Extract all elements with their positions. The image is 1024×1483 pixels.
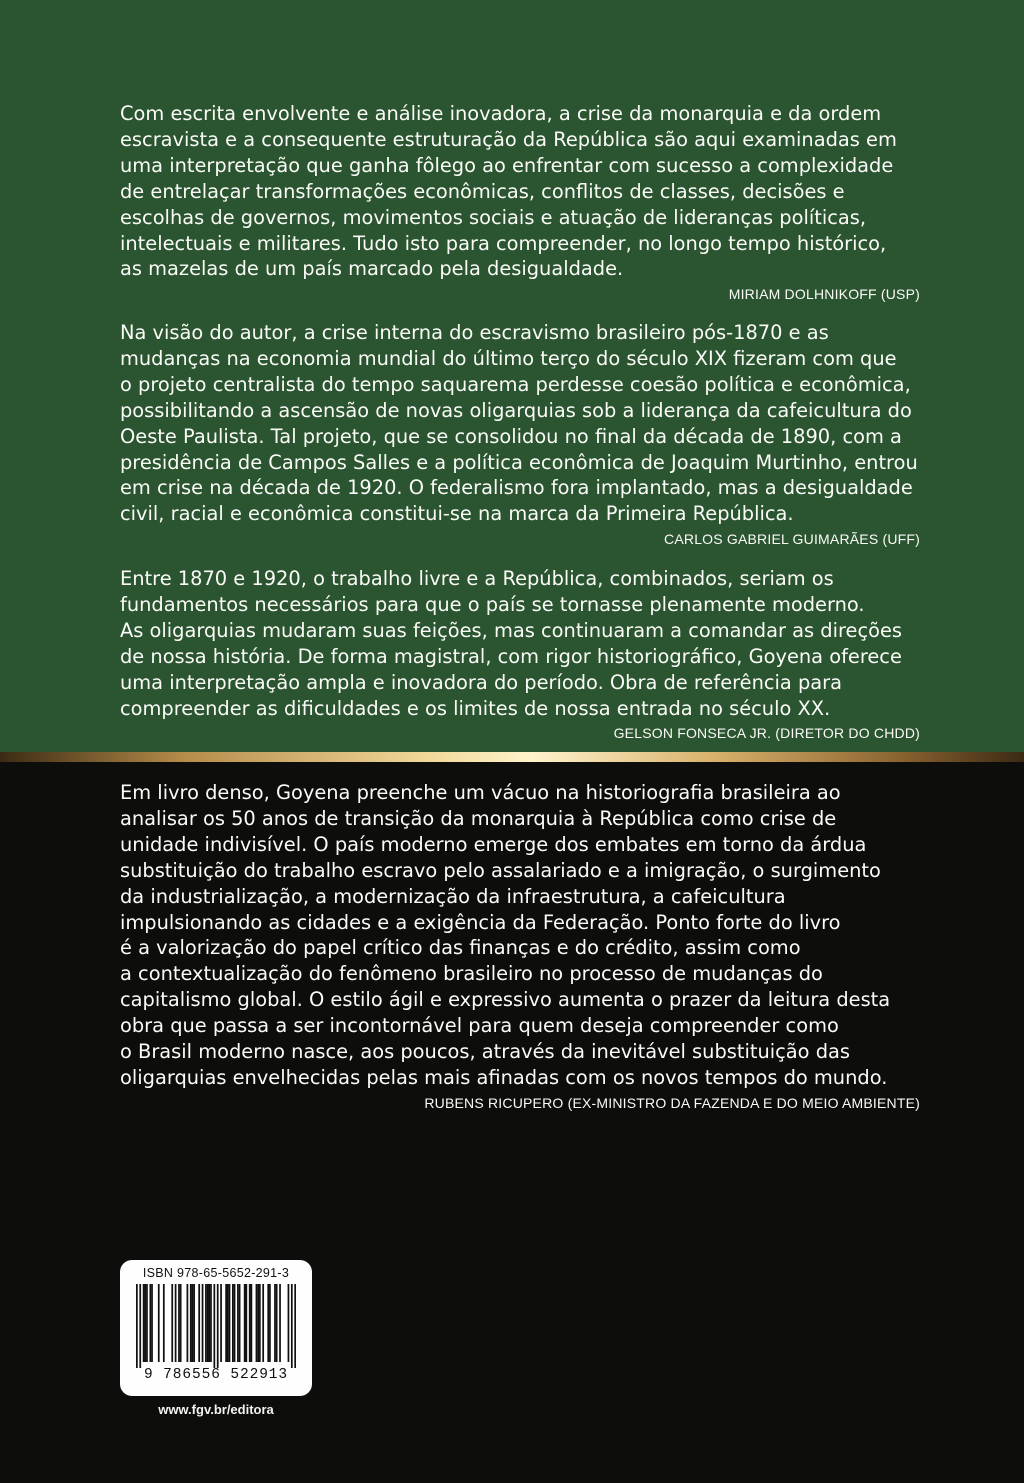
blurb-line: analisar os 50 anos de transição da monarquia à República como crise de xyxy=(120,806,837,830)
blurb-line: presidência de Campos Salles e a política econômica de Joaquim Murtinho, entrou xyxy=(120,450,918,474)
blurb-text xyxy=(120,320,920,527)
barcode-bar xyxy=(210,1284,212,1362)
barcode-bar xyxy=(163,1284,165,1362)
barcode-bar xyxy=(205,1284,207,1362)
barcode-bar xyxy=(202,1284,204,1362)
blurb-line: substituição do trabalho escravo pelo assalariado e a imigração, o surgimento xyxy=(120,858,881,882)
barcode-bar xyxy=(175,1284,177,1362)
barcode-bar xyxy=(198,1284,200,1362)
barcode-bar xyxy=(158,1284,160,1362)
blurb-line: intelectuais e militares. Tudo isto para compreender, no longo tempo histórico, xyxy=(120,231,887,255)
barcode-bar xyxy=(288,1284,290,1362)
barcode-bar xyxy=(208,1284,210,1362)
barcode-bar xyxy=(187,1284,189,1362)
blurb-line: civil, racial e econômica constitui-se na marca da Primeira República. xyxy=(120,502,794,526)
blurb-line: compreender as dificuldades e os limites de nossa entrada no século XX. xyxy=(120,696,831,720)
blurb-line: Entre 1870 e 1920, o trabalho livre e a República, combinados, seriam os xyxy=(120,567,834,590)
blurb-line: o projeto centralista do tempo saquarema perdesse coesão política e econômica, xyxy=(120,372,911,396)
blurb-dolhnikoff xyxy=(120,101,920,304)
blurb-ricupero xyxy=(120,780,920,1113)
blurb-fonseca xyxy=(120,566,920,743)
blurb-line: de entrelaçar transformações econômicas, conflitos de classes, decisões e xyxy=(120,179,845,203)
blurb-line: Em livro denso, Goyena preenche um vácuo na historiografia brasileira ao xyxy=(120,781,841,804)
gold-divider xyxy=(0,752,1024,762)
barcode-bar xyxy=(294,1284,296,1368)
barcode-bar xyxy=(259,1284,261,1362)
barcode-bar xyxy=(251,1284,253,1362)
barcode-bar xyxy=(207,1284,209,1362)
blurb-line: impulsionando as cidades e a exigência da Federação. Ponto forte do livro xyxy=(120,910,841,934)
barcode-bars xyxy=(136,1284,296,1368)
barcode-bar xyxy=(234,1284,236,1362)
barcode-bar xyxy=(143,1284,145,1362)
blurb-line: em crise na década de 1920. O federalismo fora implantado, mas a desigualdade xyxy=(120,476,913,500)
blurb-line: escravista e a consequente estruturação da República são aqui examinadas em xyxy=(120,127,897,151)
barcode-bar xyxy=(180,1284,182,1362)
barcode-bar xyxy=(249,1284,251,1362)
ean-digits: 9 786556 522913 xyxy=(143,1367,289,1383)
barcode-bar xyxy=(291,1284,293,1368)
publisher-website[interactable]: www.fgv.br/editora xyxy=(158,1402,274,1417)
barcode-bar xyxy=(237,1284,239,1362)
blurb-line: Na visão do autor, a crise interna do escravismo brasileiro pós-1870 e as xyxy=(120,321,829,344)
barcode-bar xyxy=(192,1284,194,1362)
blurb-line: mudanças na economia mundial do último terço do século XIX fizeram com que xyxy=(120,346,897,370)
barcode-bar xyxy=(146,1284,148,1362)
barcode-bar xyxy=(257,1284,259,1362)
blurb-line: obra que passa a ser incontornável para quem deseja compreender como xyxy=(120,1014,839,1038)
blurb-line: As oligarquias mudaram suas feições, mas continuaram a comandar as direções xyxy=(120,618,903,642)
barcode-bar xyxy=(279,1284,281,1362)
blurb-line: o Brasil moderno nasce, aos poucos, através da inevitável substituição das xyxy=(120,1040,850,1064)
barcode-bar xyxy=(239,1284,241,1362)
blurb-line: uma interpretação que ganha fôlego ao enfrentar com sucesso a complexidade xyxy=(120,153,894,177)
barcode-bar xyxy=(149,1284,151,1362)
blurb-line: uma interpretação ampla e inovadora do período. Obra de referência para xyxy=(120,670,843,694)
barcode-bar xyxy=(269,1284,271,1362)
barcode-bar xyxy=(262,1284,264,1362)
blurb-line: escolhas de governos, movimentos sociais e atuação de lideranças políticas, xyxy=(120,205,867,229)
blurb-attribution: CARLOS GABRIEL GUIMARÃES (UFF) xyxy=(664,531,920,548)
blurb-text xyxy=(120,101,920,282)
barcode-bar xyxy=(245,1284,247,1362)
blurb-attribution: MIRIAM DOLHNIKOFF (USP) xyxy=(728,286,920,303)
blurb-line: possibilitando a ascensão de novas oligarquias sob a liderança da cafeicultura do xyxy=(120,398,912,422)
barcode-bar xyxy=(227,1284,229,1362)
barcode-bar xyxy=(274,1284,276,1362)
barcode-bar xyxy=(267,1284,269,1362)
blurb-guimaraes xyxy=(120,320,920,549)
barcode-bar xyxy=(256,1284,258,1362)
blurb-line: da industrialização, a modernização da infraestrutura, a cafeicultura xyxy=(120,884,786,908)
blurb-line: unidade indivisível. O país moderno emerge dos embates em torno da árdua xyxy=(120,832,867,856)
blurb-line: de nossa história. De forma magistral, com rigor historiográfico, Goyena oferece xyxy=(120,644,902,668)
barcode-bar xyxy=(139,1284,141,1368)
blurb-line: Com escrita envolvente e análise inovadora, a crise da monarquia e da ordem xyxy=(120,102,882,125)
barcode-bar xyxy=(229,1284,231,1362)
barcode-bar xyxy=(232,1284,234,1362)
blurb-line: oligarquias envelhecidas pelas mais afinadas com os novos tempos do mundo. xyxy=(120,1065,888,1089)
barcode-bar xyxy=(178,1284,180,1362)
barcode-bar xyxy=(171,1284,173,1362)
isbn-label: ISBN 978-65-5652-291-3 xyxy=(142,1266,290,1280)
barcode-bar xyxy=(151,1284,153,1362)
blurb-line: a contextualização do fenômeno brasileiro no processo de mudanças do xyxy=(120,962,823,986)
barcode-bar xyxy=(276,1284,278,1362)
blurb-line: capitalismo global. O estilo ágil e expressivo aumenta o prazer da leitura desta xyxy=(120,988,891,1012)
blurb-text xyxy=(120,566,920,721)
barcode-bar xyxy=(190,1284,192,1362)
blurb-attribution: GELSON FONSECA JR. (DIRETOR DO CHDD) xyxy=(613,725,920,742)
blurb-line: fundamentos necessários para que o país se tornasse plenamente moderno. xyxy=(120,592,865,616)
barcode-bar xyxy=(220,1284,222,1362)
barcode-bar xyxy=(244,1284,246,1362)
barcode-bar xyxy=(225,1284,227,1362)
blurb-line: as mazelas de um país marcado pela desigualdade. xyxy=(120,257,624,281)
barcode-bar xyxy=(213,1284,215,1368)
barcode-bar xyxy=(217,1284,219,1368)
blurb-line: é a valorização do papel crítico das finanças e do crédito, assim como xyxy=(120,936,801,960)
barcode-bar xyxy=(193,1284,195,1362)
isbn-barcode xyxy=(120,1260,312,1396)
blurb-text xyxy=(120,780,920,1091)
barcode-bar xyxy=(136,1284,138,1368)
blurb-attribution: RUBENS RICUPERO (EX-MINISTRO DA FAZENDA E DO MEIO AMBIENTE) xyxy=(424,1094,920,1111)
blurb-line: Oeste Paulista. Tal projeto, que se consolidou no final da década de 1890, com a xyxy=(120,424,902,448)
barcode-bar xyxy=(144,1284,146,1362)
